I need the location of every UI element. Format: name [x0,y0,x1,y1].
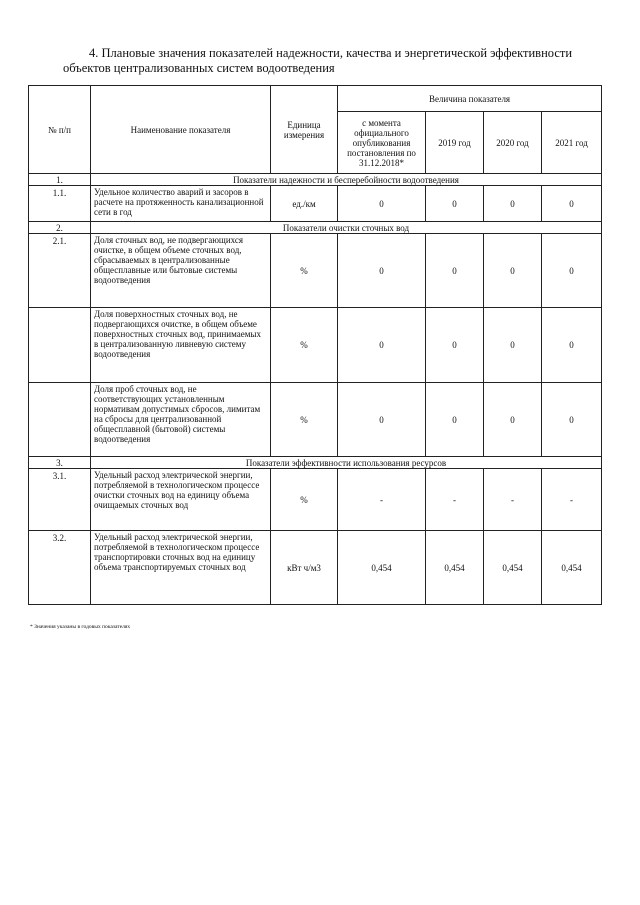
row-value-2021: - [542,469,602,531]
row-num [29,308,91,383]
section-row [29,174,602,186]
row-value-2020: 0 [484,383,542,457]
row-value-2019: 0 [426,383,484,457]
row-unit: кВт ч/м3 [271,531,338,605]
row-num: 3. [29,457,91,469]
row-value-2019: 0 [426,234,484,308]
row-value-2021: 0 [542,234,602,308]
row-value-2021: 0 [542,383,602,457]
title-line-1: 4. Плановые значения показателей надежности, качества и энергетической эффективности [89,46,573,60]
row-value-2020: 0 [484,186,542,222]
row-value-since: 0 [338,308,426,383]
row-num [29,383,91,457]
row-value-2020: - [484,469,542,531]
header-name: Наименование показателя [91,86,271,174]
row-value-2019: 0,454 [426,531,484,605]
section-row [29,457,602,469]
row-value-2019: 0 [426,308,484,383]
row-num: 1.1. [29,186,91,222]
row-value-2020: 0 [484,234,542,308]
section-title: Показатели очистки сточных вод [91,222,602,234]
row-value-2021: 0 [542,186,602,222]
header-col-2020: 2020 год [484,112,542,174]
row-value-2021: 0,454 [542,531,602,605]
row-value-2021: 0 [542,308,602,383]
row-name: Доля проб сточных вод, не соответствующих установленным нормативам допустимых сбросов, лимитам на сбросы для централизованной общесплавной (бытовой) системы водоотведения [91,383,271,457]
table-row [29,531,602,605]
row-value-2019: 0 [426,186,484,222]
row-value-since: 0 [338,383,426,457]
row-value-2019: - [426,469,484,531]
header-col-2019: 2019 год [426,112,484,174]
row-unit: ед./км [271,186,338,222]
row-value-since: 0 [338,186,426,222]
row-name: Удельное количество аварий и засоров в расчете на протяженность канализационной сети в год [91,186,271,222]
row-name: Удельный расход электрической энергии, потребляемой в технологическом процессе транспортировки сточных вод на единицу объема транспортируемых сточных вод [91,531,271,605]
row-num: 3.1. [29,469,91,531]
section-title: Показатели эффективности использования ресурсов [91,457,602,469]
header-value-group: Величина показателя [338,86,602,112]
row-name: Удельный расход электрической энергии, потребляемой в технологическом процессе очистки сточных вод на единицу объема очищаемых сточных вод [91,469,271,531]
indicators-table [28,85,602,605]
row-name: Доля поверхностных сточных вод, не подвергающихся очистке, в общем объеме поверхностных сточных вод, принимаемых в централизованную ливневую систему водоотведения [91,308,271,383]
header-col-2021: 2021 год [542,112,602,174]
section-title: Показатели надежности и бесперебойности водоотведения [91,174,602,186]
row-unit: % [271,234,338,308]
header-col-since: с момента официального опубликования постановления по 31.12.2018* [338,112,426,174]
table-row [29,469,602,531]
row-unit: % [271,383,338,457]
row-value-2020: 0,454 [484,531,542,605]
row-name: Доля сточных вод, не подвергающихся очистке, в общем объеме сточных вод, сбрасываемых в централизованные общесплавные или бытовые системы водоотведения [91,234,271,308]
row-num: 3.2. [29,531,91,605]
table-row [29,308,602,383]
row-value-since: 0,454 [338,531,426,605]
row-num: 1. [29,174,91,186]
document-title [63,46,608,76]
row-unit: % [271,308,338,383]
row-value-since: 0 [338,234,426,308]
row-value-since: - [338,469,426,531]
row-num: 2. [29,222,91,234]
title-line-2: объектов централизованных систем водоотведения [63,61,335,75]
table-row [29,383,602,457]
header-unit: Единица измерения [271,86,338,174]
table-row [29,234,602,308]
header-num: № п/п [29,86,91,174]
row-unit: % [271,469,338,531]
table-row [29,186,602,222]
footnote: * Значения указаны в годовых показателях [30,624,131,630]
section-row [29,222,602,234]
row-value-2020: 0 [484,308,542,383]
row-num: 2.1. [29,234,91,308]
